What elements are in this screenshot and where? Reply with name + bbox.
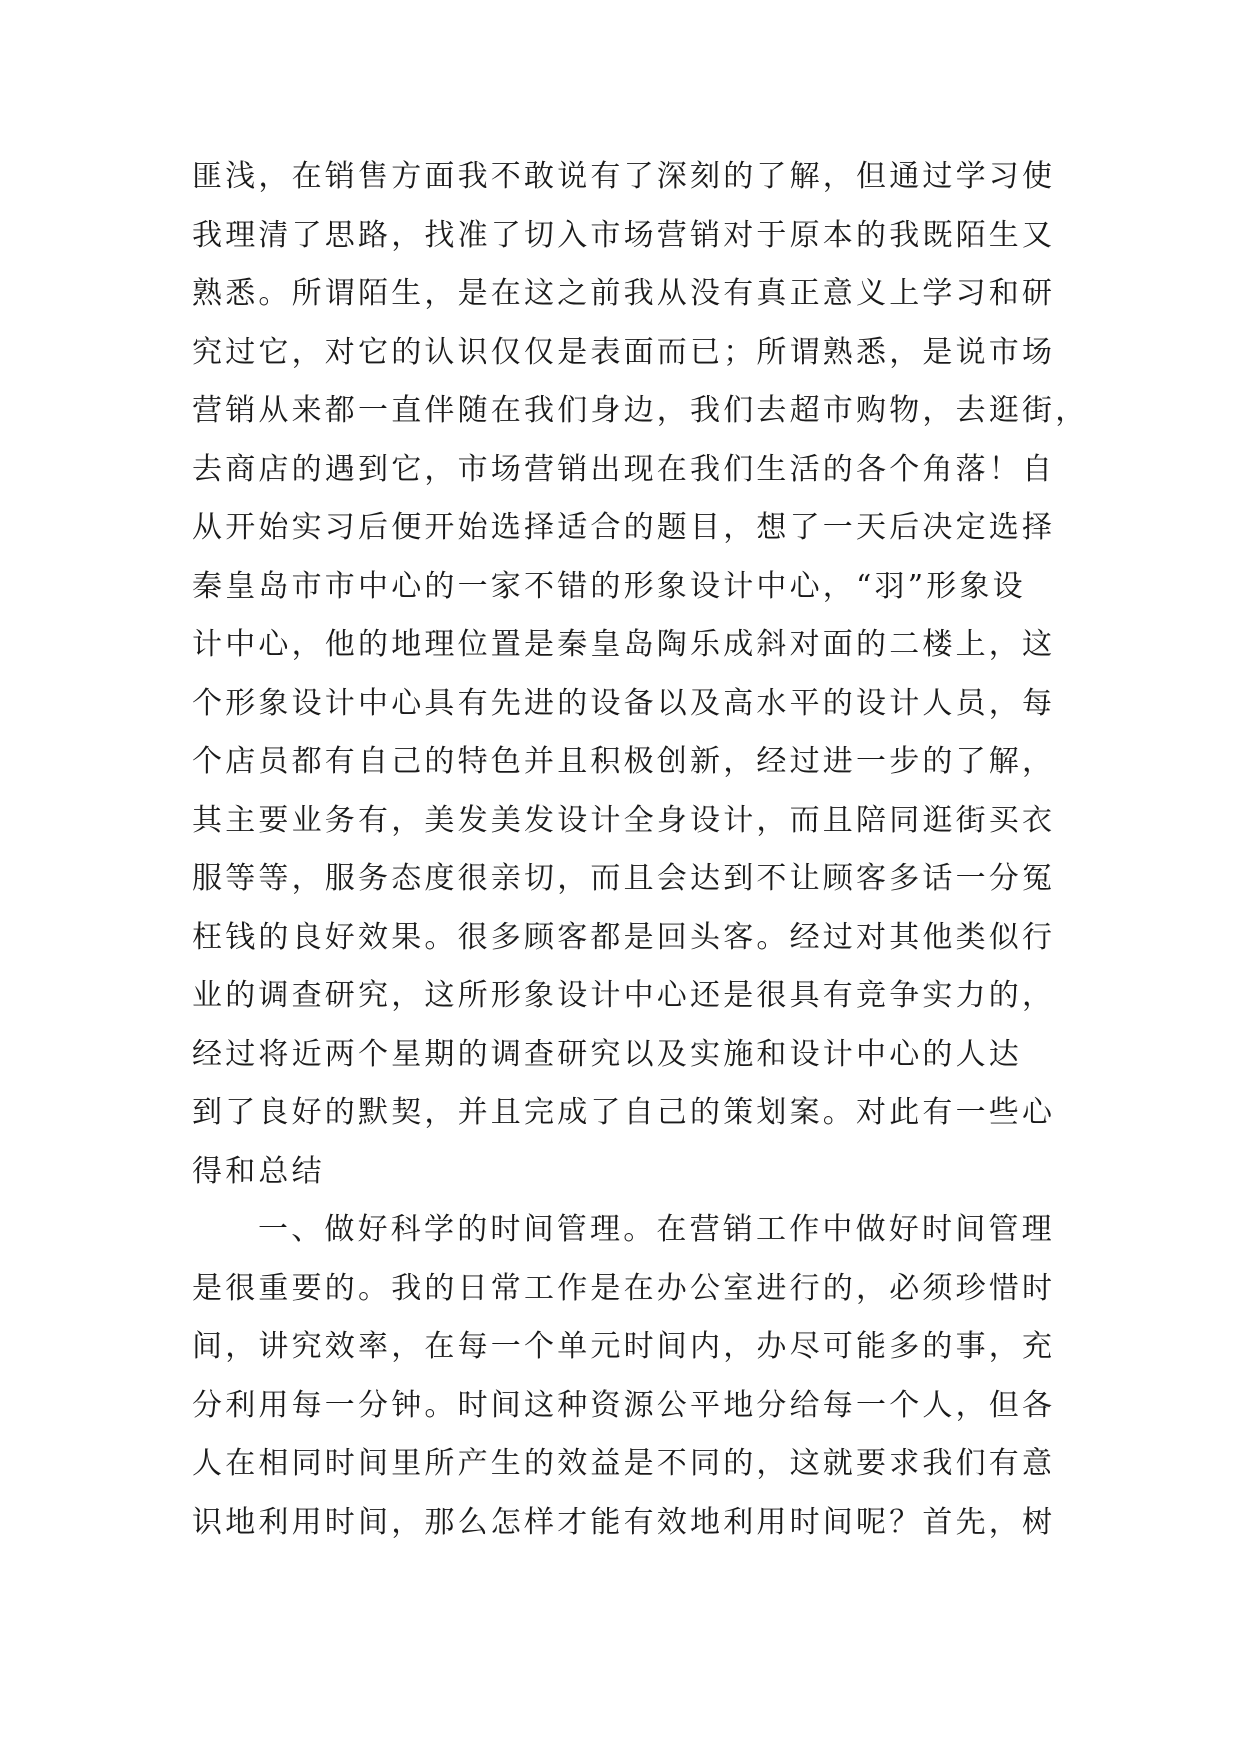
text-line: 分利用每一分钟。时间这种资源公平地分给每一个人，但各	[192, 1387, 1056, 1423]
text-line: 匪浅，在销售方面我不敢说有了深刻的了解，但通过学习使	[192, 159, 1056, 194]
text-line: 熟悉。所谓陌生，是在这之前我从没有真正意义上学习和研	[192, 276, 1056, 311]
text-line: 人在相同时间里所产生的效益是不同的，这就要求我们有意	[192, 1446, 1056, 1481]
text-line: 间，讲究效率，在每一个单元时间内，办尽可能多的事，充	[192, 1329, 1056, 1364]
text-line: 个店员都有自己的特色并且积极创新，经过进一步的了解，	[192, 744, 1056, 779]
text-line: 识地利用时间，那么怎样才能有效地利用时间呢？首先，树	[192, 1504, 1056, 1540]
document-body	[192, 148, 1089, 1552]
text-line: 枉钱的良好效果。很多顾客都是回头客。经过对其他类似行	[192, 919, 1056, 955]
text-line: 秦皇岛市市中心的一家不错的形象设计中心，“羽”形象设	[192, 568, 1026, 604]
text-line: 是很重要的。我的日常工作是在办公室进行的，必须珍惜时	[192, 1270, 1056, 1306]
text-line: 其主要业务有，美发美发设计全身设计，而且陪同逛街买衣	[192, 802, 1056, 838]
text-line: 个形象设计中心具有先进的设备以及高水平的设计人员，每	[192, 685, 1056, 721]
text-line: 一、做好科学的时间管理。在营销工作中做好时间管理	[258, 1212, 1055, 1247]
text-line: 营销从来都一直伴随在我们身边，我们去超市购物，去逛街，	[192, 393, 1089, 428]
text-line: 得和总结	[192, 1153, 325, 1189]
text-line: 我理清了思路，找准了切入市场营销对于原本的我既陌生又	[192, 217, 1056, 253]
text-line: 计中心，他的地理位置是秦皇岛陶乐成斜对面的二楼上，这	[192, 627, 1056, 662]
text-line: 服等等，服务态度很亲切，而且会达到不让顾客多话一分冤	[192, 861, 1056, 896]
text-line: 究过它，对它的认识仅仅是表面而已；所谓熟悉，是说市场	[192, 334, 1056, 370]
text-line: 到了良好的默契，并且完成了自己的策划案。对此有一些心	[192, 1095, 1056, 1130]
paragraph-1	[192, 148, 1089, 1201]
text-line: 经过将近两个星期的调查研究以及实施和设计中心的人达	[192, 1036, 1022, 1072]
paragraph-2	[192, 1201, 1056, 1552]
text-line: 业的调查研究，这所形象设计中心还是很具有竞争实力的，	[192, 978, 1056, 1013]
text-line: 从开始实习后便开始选择适合的题目，想了一天后决定选择	[192, 510, 1056, 545]
text-line: 去商店的遇到它，市场营销出现在我们生活的各个角落！自	[192, 451, 1056, 487]
